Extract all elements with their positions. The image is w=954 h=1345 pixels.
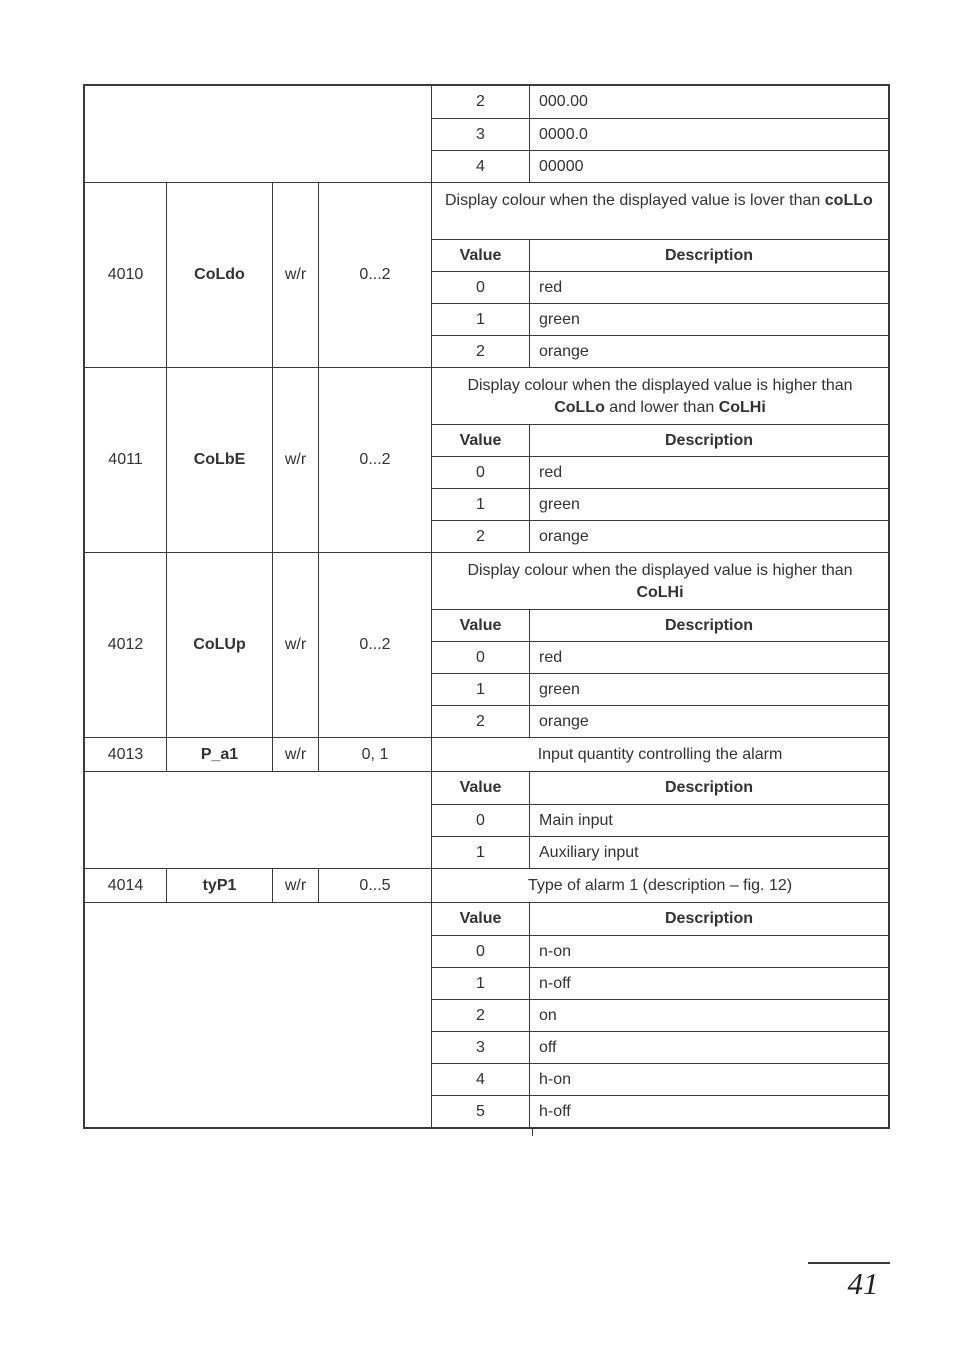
- subtable-area: [85, 772, 888, 868]
- description-cell: 000.00: [539, 93, 588, 110]
- value-description-subtable: [432, 903, 888, 1127]
- description-cell: green: [539, 680, 580, 698]
- description-cell: orange: [539, 712, 589, 730]
- description-cell: red: [539, 463, 563, 481]
- register-number: 4013: [85, 738, 167, 771]
- value-description-subtable: [432, 183, 888, 367]
- value-cell: 5: [432, 1096, 530, 1127]
- description-cell: Main input: [539, 811, 613, 829]
- section-description: [432, 553, 888, 609]
- table-row: [432, 1095, 888, 1127]
- section-description: Input quantity controlling the alarm: [537, 745, 783, 763]
- value-column-header: Value: [432, 425, 530, 456]
- access-mode: w/r: [273, 368, 319, 552]
- description-column-header: Description: [664, 910, 753, 927]
- value-column-header: Value: [432, 240, 530, 271]
- value-range: 0...5: [319, 869, 432, 902]
- table-row: [432, 1063, 888, 1095]
- value-cell: 2: [432, 1000, 530, 1031]
- table-row: [432, 967, 888, 999]
- section-description: Type of alarm 1 (description – fig. 12): [527, 876, 793, 894]
- parameter-name: CoLUp: [167, 553, 273, 737]
- subtable-header: [432, 239, 888, 271]
- description-cell: off: [539, 1038, 557, 1056]
- section-left-columns: [85, 553, 432, 737]
- parameter-row: [85, 738, 888, 772]
- section-description: [432, 183, 888, 239]
- value-range: 0, 1: [319, 738, 432, 771]
- table-section-4012: [85, 552, 888, 737]
- value-range: 0...2: [319, 553, 432, 737]
- description-cell: 0000.0: [539, 125, 588, 143]
- value-cell: 3: [432, 119, 530, 150]
- description-column-header: Description: [664, 616, 753, 634]
- empty-cell: [85, 903, 432, 1127]
- value-cell: 0: [432, 457, 530, 488]
- description-cell: n-off: [539, 974, 571, 992]
- table-row: [432, 303, 888, 335]
- section-left-columns: [85, 738, 432, 771]
- description-cell: Auxiliary input: [539, 843, 639, 861]
- section-left-columns: [85, 368, 432, 552]
- value-description-subtable: [432, 368, 888, 552]
- parameter-reference: CoLHi: [718, 399, 766, 417]
- table-row: [432, 641, 888, 673]
- access-mode: w/r: [273, 553, 319, 737]
- section-left-columns: [85, 869, 432, 902]
- access-mode: w/r: [273, 183, 319, 367]
- description-cell: green: [539, 495, 580, 513]
- access-mode: w/r: [273, 738, 319, 771]
- parameter-name: CoLdo: [167, 183, 273, 367]
- table-row: [432, 673, 888, 705]
- value-cell: 4: [432, 1064, 530, 1095]
- value-cell: 1: [432, 837, 530, 868]
- parameter-name: tyP1: [167, 869, 273, 902]
- value-description-subtable: [432, 86, 888, 182]
- table-row: [432, 150, 888, 182]
- parameter-name: CoLbE: [167, 368, 273, 552]
- value-cell: 0: [432, 805, 530, 836]
- table-row: [432, 335, 888, 367]
- section-left-columns: [85, 183, 432, 367]
- value-cell: 1: [432, 674, 530, 705]
- description-cell: on: [539, 1006, 557, 1024]
- register-number: 4011: [85, 368, 167, 552]
- description-text: Display colour when the displayed value is lover than: [445, 192, 825, 209]
- table-row: [432, 456, 888, 488]
- subtable-header: [432, 424, 888, 456]
- description-cell: h-off: [539, 1102, 571, 1120]
- table-section-4010: [85, 182, 888, 367]
- page-number: 41: [847, 1266, 879, 1301]
- table-section-4014: [85, 868, 888, 1127]
- table-row: [432, 836, 888, 868]
- register-number: 4012: [85, 553, 167, 737]
- value-cell: 0: [432, 936, 530, 967]
- table-row: [432, 520, 888, 552]
- value-cell: 1: [432, 304, 530, 335]
- table-row: [432, 999, 888, 1031]
- section-description: [432, 368, 888, 424]
- register-number: 4014: [85, 869, 167, 902]
- value-cell: 1: [432, 968, 530, 999]
- value-column-header: Value: [432, 772, 530, 804]
- description-cell: n-on: [539, 942, 572, 960]
- table-row: [432, 488, 888, 520]
- description-cell: orange: [539, 527, 589, 545]
- table-row: [432, 86, 888, 118]
- parameter-reference: CoLHi: [636, 584, 684, 602]
- description-cell: 00000: [539, 157, 584, 175]
- description-cell: green: [539, 310, 580, 328]
- value-cell: 2: [432, 521, 530, 552]
- table-continuation-section: [85, 86, 888, 182]
- description-text: Display colour when the displayed value is higher than: [467, 562, 853, 579]
- value-cell: 2: [432, 706, 530, 737]
- subtable-area: [85, 903, 888, 1127]
- value-column-header: Value: [432, 903, 530, 935]
- value-description-subtable: [432, 553, 888, 737]
- description-text: and lower than: [604, 399, 719, 417]
- description-text: Display colour when the displayed value is higher than: [467, 377, 853, 394]
- table-section-4011: [85, 367, 888, 552]
- parameter-reference: CoLLo: [554, 399, 605, 417]
- table-row: [432, 804, 888, 836]
- value-range: 0...2: [319, 368, 432, 552]
- footer-rule: [808, 1262, 890, 1264]
- description-cell: red: [539, 648, 563, 666]
- description-column-header: Description: [664, 246, 753, 264]
- access-mode: w/r: [273, 869, 319, 902]
- value-cell: 2: [432, 336, 530, 367]
- value-description-subtable: [432, 772, 888, 868]
- subtable-header: [432, 903, 888, 935]
- subtable-header: [432, 772, 888, 804]
- empty-cell: [85, 86, 432, 182]
- table-row: [432, 705, 888, 737]
- table-row: [432, 118, 888, 150]
- value-cell: 2: [432, 86, 530, 118]
- parameter-reference: coLLo: [824, 192, 873, 209]
- border-artifact: [532, 1127, 533, 1136]
- register-number: 4010: [85, 183, 167, 367]
- value-cell: 1: [432, 489, 530, 520]
- table-section-4013: [85, 737, 888, 868]
- parameter-name: P_a1: [167, 738, 273, 771]
- empty-cell: [85, 772, 432, 868]
- value-column-header: Value: [432, 610, 530, 641]
- parameters-table: [83, 84, 890, 1129]
- value-cell: 0: [432, 642, 530, 673]
- value-range: 0...2: [319, 183, 432, 367]
- subtable-header: [432, 609, 888, 641]
- table-row: [432, 271, 888, 303]
- description-column-header: Description: [664, 431, 753, 449]
- table-row: [432, 935, 888, 967]
- value-cell: 3: [432, 1032, 530, 1063]
- description-column-header: Description: [664, 779, 753, 796]
- description-cell: orange: [539, 342, 589, 360]
- table-row: [432, 1031, 888, 1063]
- description-cell: red: [539, 278, 563, 296]
- value-cell: 0: [432, 272, 530, 303]
- description-cell: h-on: [539, 1070, 572, 1088]
- value-cell: 4: [432, 151, 530, 182]
- parameter-row: [85, 869, 888, 903]
